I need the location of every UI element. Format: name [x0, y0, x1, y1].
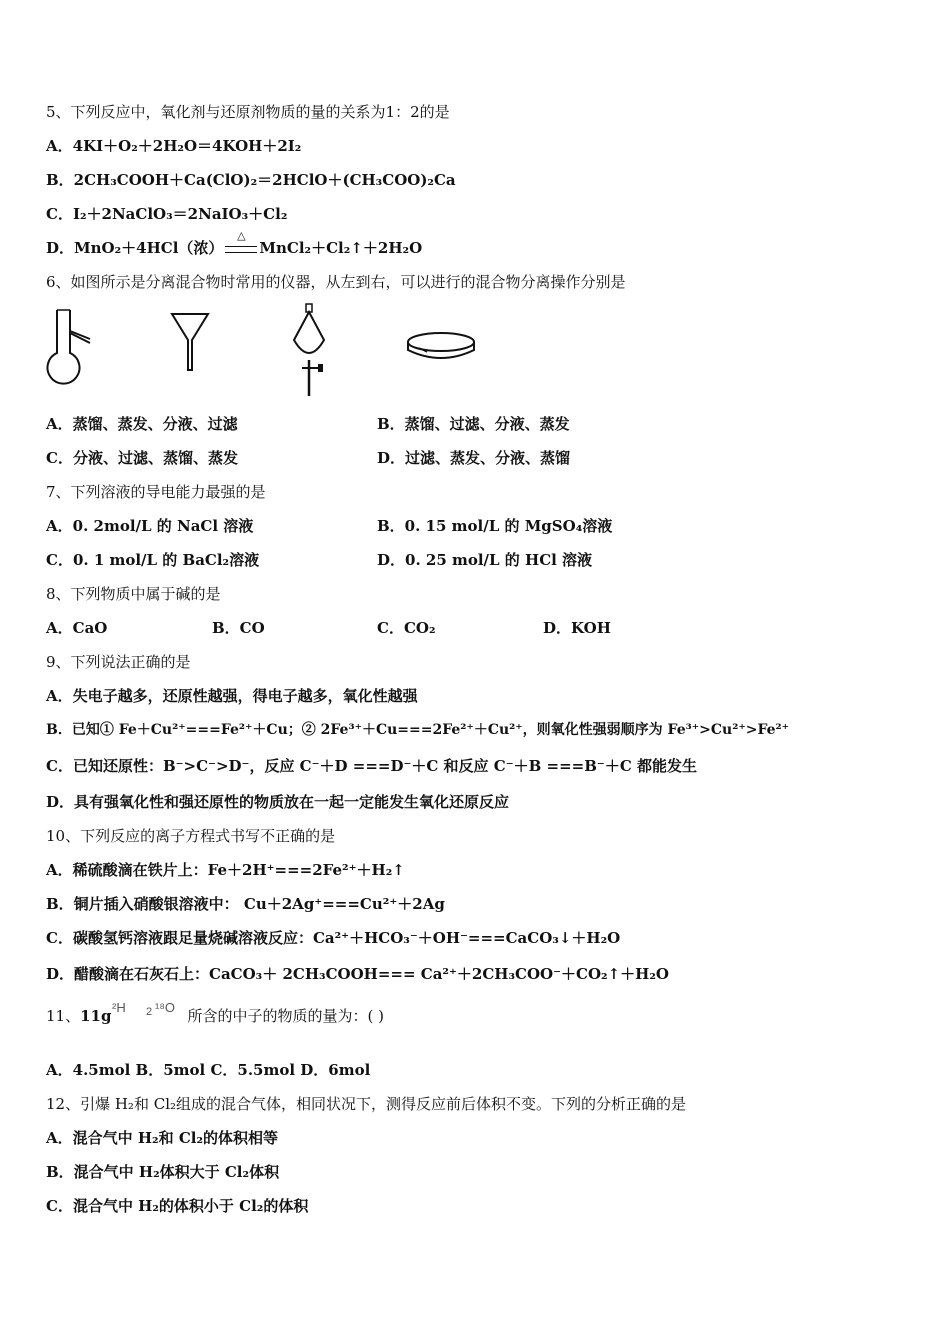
q7-option-a: A．0. 2mol/L 的 NaCl 溶液 [46, 517, 254, 535]
q5-option-d-left: D．MnO₂＋4HCl（浓） [46, 239, 224, 257]
q5-option-b: B．2CH₃COOH＋Ca(ClO)₂＝2HClO＋(CH₃COO)₂Ca [46, 171, 456, 189]
q8-option-d: D．KOH [543, 619, 611, 637]
q8-option-c: C．CO₂ [377, 619, 436, 637]
separatory-funnel-icon [290, 302, 330, 400]
q10-option-c: C．碳酸氢钙溶液跟足量烧碱溶液反应：Ca²⁺＋HCO₃⁻＋OH⁻===CaCO₃↓＋H₂O [46, 929, 621, 947]
q12-option-c: C．混合气中 H₂的体积小于 Cl₂的体积 [46, 1197, 309, 1215]
isotope-subscript-label: 2 [146, 1006, 153, 1018]
q6-option-c: C．分液、过滤、蒸馏、蒸发 [46, 449, 238, 467]
q9-option-c: C．已知还原性：B⁻>C⁻>D⁻，反应 C⁻＋D ===D⁻＋C 和反应 C⁻＋B ===B⁻＋C 都能发生 [46, 757, 697, 775]
q5-stem: 5、下列反应中，氧化剂与还原剂物质的量的关系为1：2的是 [46, 103, 450, 121]
q9-stem: 9、下列说法正确的是 [46, 653, 191, 671]
isotope-o-label: ¹⁸O [155, 1000, 175, 1015]
q5-option-d-right: MnCl₂＋Cl₂↑＋2H₂O [259, 239, 423, 257]
q11-mass: 11g [80, 1007, 112, 1025]
q8-stem: 8、下列物质中属于碱的是 [46, 585, 221, 603]
q5-option-a: A．4KI＋O₂＋2H₂O＝4KOH＋2I₂ [46, 137, 302, 155]
q10-stem: 10、下列反应的离子方程式书写不正确的是 [46, 827, 336, 845]
distillation-flask-icon [40, 305, 100, 395]
q11-suffix: 所含的中子的物质的量为：( ) [187, 1007, 384, 1025]
q11-stem [46, 1006, 384, 1026]
q11-prefix: 11、 [46, 1007, 81, 1025]
q7-option-b: B．0. 15 mol/L 的 MgSO₄溶液 [377, 517, 613, 535]
q5-option-c: C．I₂＋2NaClO₃＝2NaIO₃＋Cl₂ [46, 205, 288, 223]
q8-option-a: A．CaO [46, 619, 108, 637]
heating-arrow-icon [223, 229, 259, 258]
q9-option-a: A．失电子越多，还原性越强，得电子越多，氧化性越强 [46, 687, 418, 705]
q8-option-b: B．CO [212, 619, 265, 637]
q9-option-d: D．具有强氧化性和强还原性的物质放在一起一定能发生氧化还原反应 [46, 793, 510, 811]
funnel-icon [168, 310, 212, 376]
q12-option-b: B．混合气中 H₂体积大于 Cl₂体积 [46, 1163, 280, 1181]
q10-option-d: D．醋酸滴在石灰石上：CaCO₃＋ 2CH₃COOH=== Ca²⁺＋2CH₃COO⁻＋CO₂↑＋H₂O [46, 965, 669, 983]
q6-option-a: A．蒸馏、蒸发、分液、过滤 [46, 415, 238, 433]
evaporating-dish-icon [405, 330, 477, 364]
q12-option-a: A．混合气中 H₂和 Cl₂的体积相等 [46, 1129, 279, 1147]
q6-option-b: B．蒸馏、过滤、分液、蒸发 [377, 415, 570, 433]
q12-stem: 12、引爆 H₂和 Cl₂组成的混合气体，相同状况下，测得反应前后体积不变。下列的分析正确的是 [46, 1095, 687, 1113]
q10-option-a: A．稀硫酸滴在铁片上：Fe＋2H⁺===2Fe²⁺＋H₂↑ [46, 861, 405, 879]
q11-options: A．4.5mol B．5mol C．5.5mol D．6mol [46, 1061, 371, 1079]
q7-stem: 7、下列溶液的导电能力最强的是 [46, 483, 266, 501]
q10-option-b: B．铜片插入硝酸银溶液中： Cu＋2Ag⁺===Cu²⁺＋2Ag [46, 895, 445, 913]
q9-option-b: B．已知① Fe＋Cu²⁺===Fe²⁺＋Cu；② 2Fe³⁺＋Cu===2Fe²⁺＋Cu²⁺，则氧化性强弱顺序为 Fe³⁺>Cu²⁺>Fe²⁺ [46, 722, 790, 738]
q5-option-d [46, 229, 423, 258]
heating-delta: △ [237, 229, 246, 242]
q6-stem: 6、如图所示是分离混合物时常用的仪器，从左到右，可以进行的混合物分离操作分别是 [46, 273, 626, 291]
isotope-h-label: ²H [112, 1000, 126, 1015]
q6-option-d: D．过滤、蒸发、分液、蒸馏 [377, 449, 571, 467]
q7-option-d: D．0. 25 mol/L 的 HCl 溶液 [377, 551, 593, 569]
q7-option-c: C．0. 1 mol/L 的 BaCl₂溶液 [46, 551, 260, 569]
